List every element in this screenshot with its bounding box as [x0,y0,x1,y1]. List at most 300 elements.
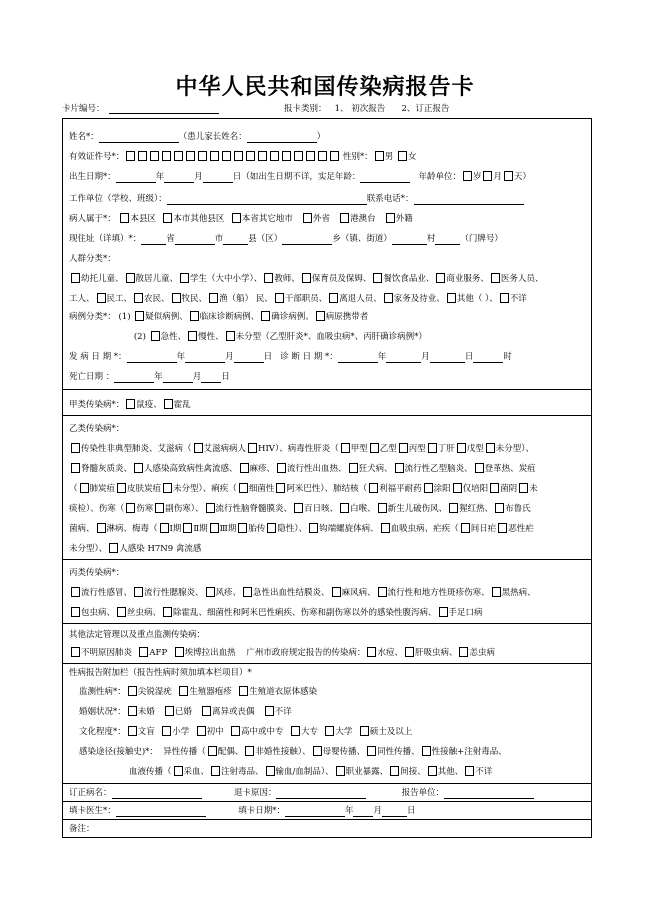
month-unit: 月 [373,806,382,816]
class-b-checkbox[interactable] [238,523,247,533]
unit-label: 报告单位： [401,788,445,798]
class-b-option: 钩端螺旋体病、 [319,524,379,534]
class-b-checkbox[interactable] [239,483,248,493]
correction-row [69,787,589,799]
belong-option: 本县区 [130,214,156,224]
class-c-checkbox[interactable] [117,607,126,617]
card-type-group [284,102,449,114]
class-c-checkbox[interactable] [439,607,448,617]
marriage-checkbox[interactable] [165,706,174,716]
class-b-option: 流行性出血热、 [287,464,347,474]
class-b-option: HIV）、病毒性肝炎（ [258,444,339,454]
marriage-option: 已婚 [174,707,192,717]
class-b-checkbox[interactable] [490,483,499,493]
class-b-checkbox[interactable] [495,503,504,513]
addr-city-field[interactable] [175,235,215,245]
birth-day-field[interactable] [203,173,233,183]
crowd-option: 保育员及保姆、 [311,274,372,284]
onset-label: 发 病 日 期 *： [69,352,127,362]
class-b-option: 肺炭疽 [89,484,116,494]
crowd-checkbox[interactable] [97,293,106,303]
year-unit: 年 [377,352,387,362]
class-c-option: 流行性和地方性斑疹伤寒、 [387,588,490,598]
class-b-checkbox[interactable] [399,443,408,453]
route-checkbox[interactable] [245,746,254,756]
class-b-checkbox[interactable] [453,483,462,493]
crowd-checkbox[interactable] [172,293,181,303]
marriage-option: 离异或丧偶 [212,707,255,717]
crowd-option: 家务及待业、 [393,294,445,304]
case-checkbox[interactable] [135,311,144,321]
year-unit: 年 [154,372,163,382]
diag-hour-field[interactable] [473,353,503,363]
edu-checkbox[interactable] [291,726,300,736]
divider [63,663,591,664]
class-b-option: 仅培阳 [462,484,489,494]
crowd-option: 学生（大中小学）、 [190,274,263,284]
edu-checkbox[interactable] [197,726,206,736]
addr-village-field[interactable] [392,235,427,245]
crowd-checkbox[interactable] [373,273,382,283]
class-b-checkbox[interactable] [97,523,106,533]
class-b-checkbox[interactable] [80,483,89,493]
edu-checkbox[interactable] [128,726,137,736]
case-option: 确诊病例、 [271,312,314,322]
addr-county-field[interactable] [223,235,248,245]
class-c-option: 急性出血性结膜炎、 [253,588,330,598]
edu-checkbox[interactable] [360,726,369,736]
age-unit-label: 年龄单位： [418,172,461,182]
class-c-row-1 [69,587,589,599]
std-label-row [69,667,589,679]
onset-row [69,351,589,363]
crowd-checkbox[interactable] [209,293,218,303]
route-checkbox[interactable] [422,746,431,756]
divider [63,559,591,560]
belong-option: 港澳台 [350,214,376,224]
class-b-checkbox[interactable] [294,503,303,513]
class-c-checkbox[interactable] [243,587,252,597]
class-b-lead: 未分型）、 [69,544,108,554]
other-checkbox[interactable] [139,647,148,657]
birth-label: 出生日期*： [69,172,116,182]
case-checkbox[interactable] [316,311,325,321]
class-c-checkbox[interactable] [332,587,341,597]
class-b-checkbox[interactable] [160,523,169,533]
address-row [69,233,589,245]
case-option: 未分型（乙型肝炎*、血吸虫病*、丙肝确诊病例*） [235,332,427,342]
card-type-initial[interactable]: 1、 初次报告 [334,104,386,114]
class-c-label: 丙类传染病*： [69,568,125,578]
class-b-checkbox[interactable] [126,503,135,513]
class-c-checkbox[interactable] [71,607,80,617]
class-c-checkbox[interactable] [134,587,143,597]
crowd-option: 散居儿童、 [135,274,179,284]
crowd-option: 农民、 [144,294,170,304]
divider [63,819,591,820]
gz-checkbox[interactable] [405,647,414,657]
onset-year-field[interactable] [127,353,177,363]
year-unit: 年 [176,352,186,362]
class-b-checkbox[interactable] [475,463,484,473]
class-b-checkbox[interactable] [395,463,404,473]
class-b-checkbox[interactable] [248,443,257,453]
route-checkbox[interactable] [390,766,399,776]
class-b-checkbox[interactable] [378,503,387,513]
class-b-checkbox[interactable] [486,443,495,453]
crowd-checkbox[interactable] [447,293,456,303]
parent-name-field[interactable] [247,133,317,143]
class-a-row [69,399,589,411]
class-b-option: 间日疟 [470,524,497,534]
gz-checkbox[interactable] [367,647,376,657]
card-title: 中华人民共和国传染病报告卡 [175,74,475,100]
class-b-checkbox[interactable] [457,443,466,453]
crowd-checkbox[interactable] [436,273,445,283]
crowd-checkbox[interactable] [264,273,273,283]
age-field[interactable] [360,173,410,183]
crowd-label: 人群分类*： [69,254,116,264]
death-year-field[interactable] [114,373,154,383]
diag-day-field[interactable] [430,353,465,363]
class-b-checkbox[interactable] [206,503,215,513]
belong-checkbox[interactable] [163,213,172,223]
class-b-checkbox[interactable] [428,443,437,453]
route-checkbox[interactable] [211,766,220,776]
class-b-option: 阿米巴性）、肺结核（ [286,484,368,494]
birth-note: （如出生日期不详，实足年龄： [241,172,361,182]
route-option: 输血/血制品）、 [275,767,334,777]
class-a-checkbox[interactable] [164,399,173,409]
addr-shi: 市 [214,234,224,244]
route-option: 间接、 [400,767,426,777]
fill-month-field[interactable] [353,807,373,817]
address-label: 现住址（详填）*： [69,234,142,244]
crowd-checkbox[interactable] [384,293,393,303]
class-b-option: 百日咳、 [304,504,339,514]
other-checkbox[interactable] [175,647,184,657]
class-b-option: 乙型 [379,444,397,454]
onset-month-field[interactable] [185,353,225,363]
crowd-option: 幼托儿童、 [81,274,124,284]
class-c-option: 风疹、 [215,588,242,598]
marriage-checkbox[interactable] [265,706,274,716]
marriage-option: 未婚 [137,707,155,717]
age-yue-checkbox[interactable] [483,171,492,181]
class-b-checkbox[interactable] [277,463,286,473]
edu-checkbox[interactable] [325,726,334,736]
class-b-checkbox[interactable] [381,523,390,533]
route-option: 注射毒品、 [221,767,264,777]
report-form-frame [62,118,592,838]
diag-label: 诊 断 日 期 *： [280,352,338,362]
std-option: 尖锐湿疣 [137,687,172,697]
birth-month-field[interactable] [164,173,194,183]
marriage-label: 婚姻状况*： [79,707,126,717]
class-c-option: 黑热病、 [501,588,536,598]
edu-option: 小学 [172,727,190,737]
case-option: 临床诊断病例、 [199,312,260,322]
class-b-checkbox[interactable] [194,443,203,453]
class-b-label: 乙类传染病*： [69,424,125,434]
age-tian-checkbox[interactable] [504,171,513,181]
class-b-checkbox[interactable] [109,543,118,553]
class-b-checkbox[interactable] [309,523,318,533]
id-label: 有效证件号*： [69,152,125,162]
class-b-checkbox[interactable] [449,503,458,513]
other-checkbox[interactable] [71,647,80,657]
other-option: 不明原因肺炎 [81,648,133,658]
age-yue: 月 [493,172,502,182]
case-checkbox[interactable] [261,311,270,321]
correction-field[interactable] [112,789,202,799]
class-b-row-1 [69,443,589,455]
age-tian: 天） [513,172,531,182]
name-label: 姓名*： [69,132,99,142]
card-no-label: 卡片编号： [62,104,105,114]
card-no-field[interactable] [109,104,219,114]
class-b-checkbox[interactable] [498,523,507,533]
std-checkbox[interactable] [128,686,137,696]
edu-option: 高中或中专 [241,727,284,737]
class-c-label-row [69,567,589,579]
case-checkbox[interactable] [190,311,199,321]
doctor-row [69,805,589,817]
class-b-checkbox[interactable] [183,523,192,533]
case-checkbox[interactable] [188,331,197,341]
phone-field[interactable] [414,195,524,205]
class-b-checkbox[interactable] [117,483,126,493]
correction-label: 订正病名： [69,788,112,798]
month-unit: 月 [421,352,430,362]
name-field[interactable] [99,133,179,143]
class-b-checkbox[interactable] [276,483,285,493]
addr-xiang: 乡（镇、街道） [332,234,392,244]
death-day-field[interactable] [201,373,221,383]
female-checkbox[interactable] [398,151,407,161]
class-c-checkbox[interactable] [163,607,172,617]
class-c-checkbox[interactable] [378,587,387,597]
class-b-row-4 [69,503,589,515]
class-b-checkbox[interactable] [240,463,249,473]
year-unit: 年 [344,806,354,816]
edu-option: 硕士及以上 [369,727,413,737]
crowd-checkbox[interactable] [500,293,509,303]
class-c-option: 手足口病 [448,608,483,618]
class-b-option: 丙型 [408,444,426,454]
route-checkbox[interactable] [465,766,474,776]
belong-checkbox[interactable] [232,213,241,223]
class-b-checkbox[interactable] [519,483,528,493]
card-type-label: 报卡类别： [284,104,327,114]
std-option: 生殖器疱疹 [189,687,232,697]
addr-town-field[interactable] [282,235,332,245]
class-b-option: 登革热、炭疽 [484,464,536,474]
death-label: 死亡日期 ： [69,372,115,382]
parent-label: （患儿家长姓名： [178,132,247,142]
class-b-checkbox[interactable] [134,463,143,473]
class-b-option: 伤寒 [136,504,154,514]
class-b-checkbox[interactable] [461,523,470,533]
crowd-option: 牧民、 [181,294,208,304]
birth-year-field[interactable] [116,173,156,183]
route-checkbox[interactable] [367,746,376,756]
crowd-checkbox[interactable] [302,273,311,283]
std-checkbox[interactable] [179,686,188,696]
class-b-option: 胎传 [248,524,266,534]
addr-number-field[interactable] [435,235,460,245]
class-b-lead: 痰检）、伤寒（ [69,504,125,514]
class-b-option: 猩红热、 [459,504,494,514]
class-b-option: 狂犬病、 [358,464,393,474]
diag-year-field[interactable] [338,353,378,363]
gz-option: 恙虫病 [469,648,495,658]
std-monitor-row [79,686,599,698]
death-month-field[interactable] [163,373,193,383]
belong-checkbox[interactable] [340,213,349,223]
class-b-option: 隐性）、 [277,524,308,534]
case-label: 病例分类*： [69,312,116,322]
crowd-checkbox[interactable] [491,273,500,283]
case-checkbox[interactable] [226,331,235,341]
class-b-checkbox[interactable] [349,463,358,473]
education-label: 文化程度*： [79,727,126,737]
class-c-option: 除霍乱、细菌性和阿米巴性痢疾、伤寒和副伤寒以外的感染性腹泻病、 [173,608,437,618]
class-b-checkbox[interactable] [340,503,349,513]
marriage-checkbox[interactable] [202,706,211,716]
edu-checkbox[interactable] [162,726,171,736]
class-b-checkbox[interactable] [163,483,172,493]
crowd-option: 教师、 [274,274,300,284]
route-row-2 [129,766,649,778]
std-option: 生殖道衣原体感染 [249,687,318,697]
crowd-checkbox[interactable] [134,293,143,303]
belong-checkbox[interactable] [386,213,395,223]
diag-month-field[interactable] [386,353,421,363]
route-checkbox[interactable] [174,766,183,776]
other-option: AFP [149,648,168,658]
work-row [69,193,589,205]
route-option: 母婴传播、 [322,747,366,757]
class-c-checkbox[interactable] [71,587,80,597]
class-b-option: 未分型）、 [495,444,535,454]
case-checkbox[interactable] [151,331,160,341]
class-c-checkbox[interactable] [206,587,215,597]
class-b-option: 艾滋病病人 [203,444,247,454]
crowd-checkbox[interactable] [71,273,80,283]
crowd-checkbox[interactable] [329,293,338,303]
card-type-corrected[interactable]: 2、订正报告 [401,104,450,114]
return-field[interactable] [276,789,366,799]
class-b-checkbox[interactable] [210,523,219,533]
belong-checkbox[interactable] [120,213,129,223]
male-checkbox[interactable] [375,151,384,161]
case-option: 病原携带者 [325,312,369,322]
route-checkbox[interactable] [313,746,322,756]
class-b-checkbox[interactable] [155,503,164,513]
class-c-checkbox[interactable] [492,587,501,597]
class-b-checkbox[interactable] [370,443,379,453]
month-unit: 月 [194,172,203,182]
crowd-option: 其他（ ）、 [456,294,498,304]
class-b-option: 新生儿破伤风、 [387,504,448,514]
work-field[interactable] [167,195,367,205]
case-option: 慢性、 [198,332,224,342]
marriage-option: 不详 [274,707,292,717]
card-meta-row [62,102,592,114]
crowd-option: 干部职员、 [284,294,328,304]
class-b-option: 人感染高致病性禽流感、 [144,464,238,474]
onset-day-field[interactable] [234,353,264,363]
class-b-row-3 [69,483,589,495]
edu-option: 大专 [300,727,318,737]
std-checkbox[interactable] [239,686,248,696]
addr-province-field[interactable] [141,235,166,245]
gz-checkbox[interactable] [459,647,468,657]
fill-year-field[interactable] [285,807,345,817]
day-unit: 日 [407,806,416,816]
addr-sheng: 省 [166,234,175,244]
age-sui-checkbox[interactable] [463,171,472,181]
day-unit: 日 [232,172,242,182]
class-b-option: 白喉、 [350,504,376,514]
route-option: 不详 [475,767,493,777]
belong-option: 外籍 [395,214,413,224]
route-checkbox[interactable] [208,746,217,756]
remark-label: 备注： [69,824,95,834]
class-b-checkbox[interactable] [71,443,80,453]
route-option: 性接触+注射毒品、 [431,747,507,757]
crowd-checkbox[interactable] [180,273,189,283]
belong-label: 病人属于*： [69,214,116,224]
class-a-checkbox[interactable] [126,399,135,409]
age-sui: 岁 [472,172,482,182]
crowd-checkbox[interactable] [126,273,135,283]
fill-day-field[interactable] [382,807,407,817]
class-b-option: 传染性非典型肺炎、艾滋病（ [81,444,192,454]
class-b-checkbox[interactable] [341,443,350,453]
route-label: 感染途径(接触史)*： [79,747,158,757]
unit-field[interactable] [444,789,534,799]
route-option: 配偶、 [217,747,244,757]
crowd-option: 民工、 [106,294,133,304]
class-b-checkbox[interactable] [369,483,378,493]
class-b-checkbox[interactable] [71,463,80,473]
class-b-checkbox[interactable] [424,483,433,493]
crowd-checkbox[interactable] [275,293,284,303]
belong-option: 外省 [312,214,330,224]
male-label: 男 [384,152,394,162]
class-b-option: 丁肝 [437,444,455,454]
edu-option: 大学 [335,727,353,737]
crowd-option: 不详 [509,294,527,304]
class-b-checkbox[interactable] [267,523,276,533]
id-boxes[interactable] [124,152,340,162]
crowd-option: 离退人员、 [339,294,382,304]
doctor-field[interactable] [116,807,206,817]
route-checkbox[interactable] [266,766,275,776]
class-b-option: Ⅱ期 [193,524,208,534]
crowd-option: 餐饮食品业、 [383,274,435,284]
fill-date-label: 填卡日期*： [238,806,285,816]
class-b-option: 甲型 [350,444,368,454]
route-checkbox[interactable] [336,766,345,776]
marriage-checkbox[interactable] [128,706,137,716]
belong-checkbox[interactable] [303,213,312,223]
route-checkbox[interactable] [428,766,437,776]
edu-checkbox[interactable] [231,726,240,736]
class-c-option: 麻风病、 [341,588,376,598]
